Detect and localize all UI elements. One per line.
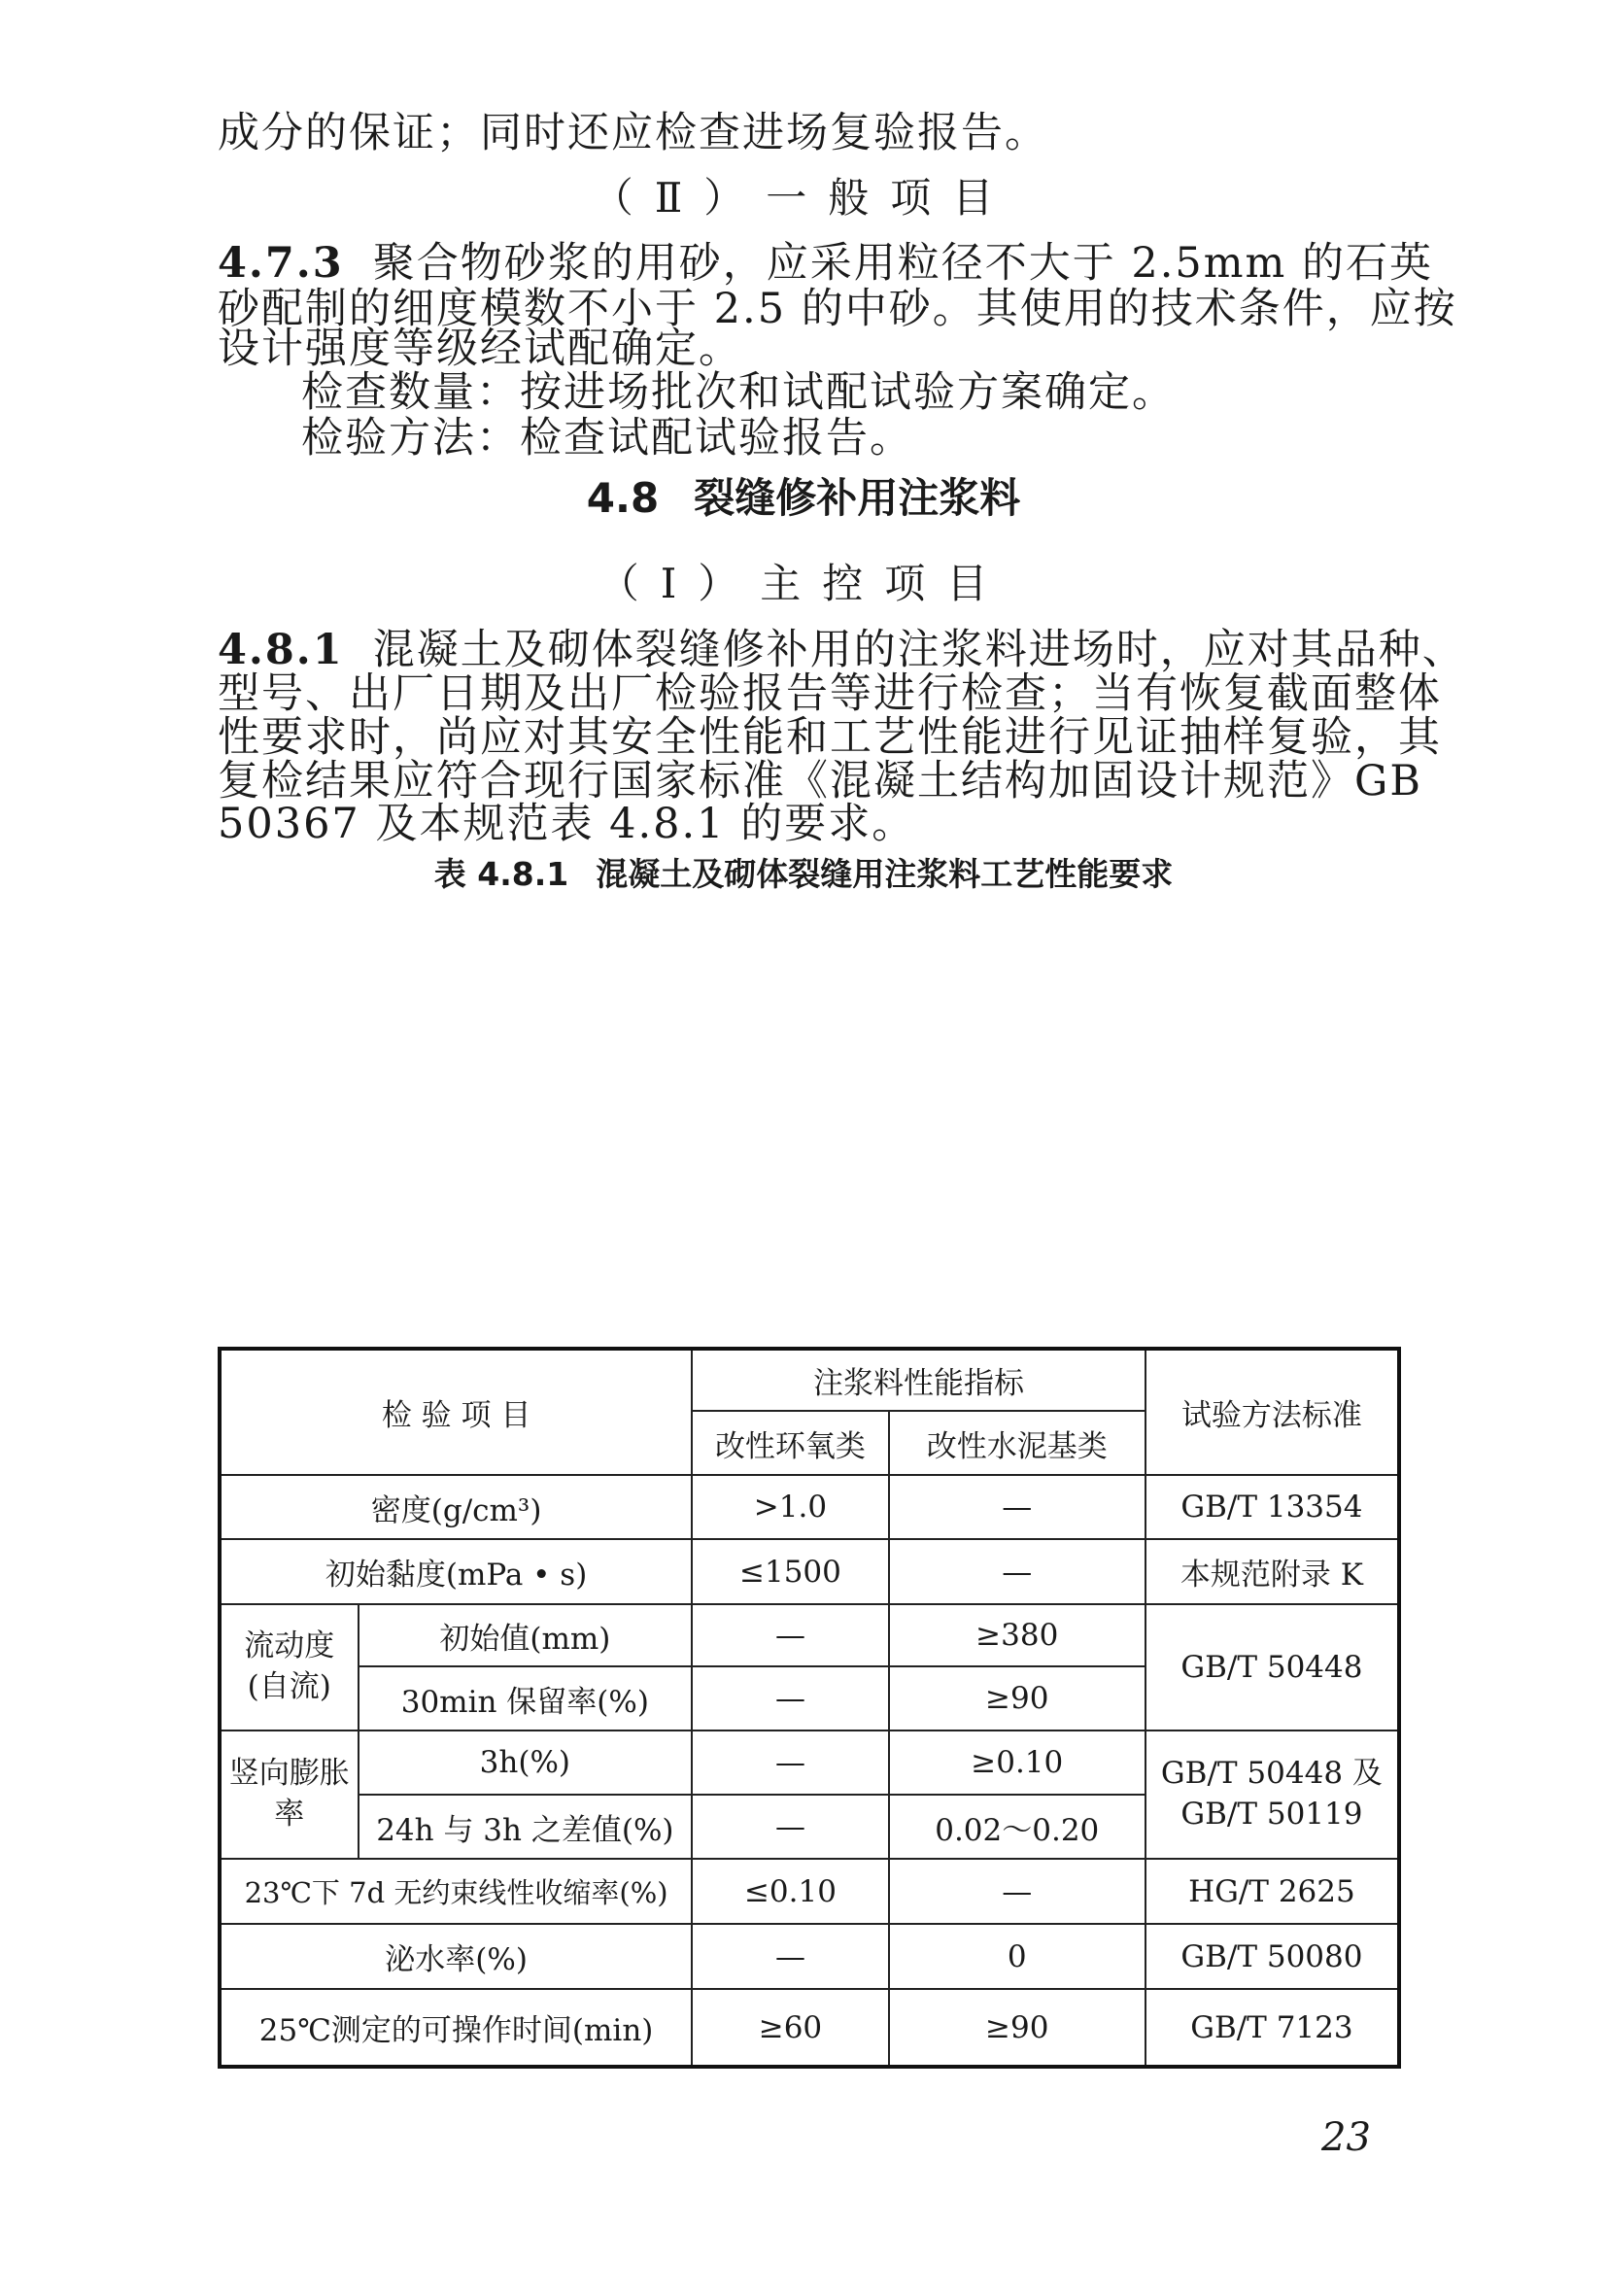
bleeding-item: 泌水率(%)	[220, 1924, 692, 1989]
table-caption-number: 表 4.8.1	[433, 855, 569, 893]
operable-time-epoxy: ≥60	[692, 1989, 889, 2067]
header-test-method: 试验方法标准	[1145, 1349, 1399, 1475]
fluidity-initial-item: 初始值(mm)	[359, 1604, 693, 1666]
expansion-method-line-1: GB/T 50448 及	[1160, 1756, 1383, 1792]
operable-time-item: 25℃测定的可操作时间(min)	[220, 1989, 692, 2067]
header-cement: 改性水泥基类	[889, 1411, 1145, 1475]
check-method-line: 检验方法：检查试配试验报告。	[301, 414, 913, 463]
clause-4-7-3-line-2: 砂配制的细度模数不小于 2.5 的中砂。其使用的技术条件，应按	[218, 285, 1457, 333]
viscosity-epoxy: ≤1500	[692, 1539, 889, 1604]
expansion-diff-cement: 0.02～0.20	[889, 1795, 1145, 1859]
clause-4-7-3-text-1: 聚合物砂浆的用砂，应采用粒径不大于 2.5mm 的石英	[372, 239, 1433, 288]
operable-time-method: GB/T 7123	[1145, 1989, 1399, 2067]
expansion-3h-epoxy: —	[692, 1731, 889, 1795]
section-4-8-heading	[0, 474, 1607, 522]
grout-performance-table	[218, 1347, 1401, 2069]
table-row	[220, 1989, 1399, 2067]
bleeding-epoxy: —	[692, 1924, 889, 1989]
shrinkage-item: 23℃下 7d 无约束线性收缩率(%)	[220, 1859, 692, 1924]
page-number: 23	[1321, 2115, 1371, 2160]
table-row	[220, 1604, 1399, 1666]
clause-4-8-1-line-3: 性要求时，尚应对其安全性能和工艺性能进行见证抽样复验，其	[218, 713, 1442, 762]
viscosity-item: 初始黏度(mPa • s)	[220, 1539, 692, 1604]
viscosity-method: 本规范附录 K	[1145, 1539, 1399, 1604]
clause-4-8-1-line-4: 复检结果应符合现行国家标准《混凝土结构加固设计规范》GB	[218, 757, 1422, 805]
expansion-3h-cement: ≥0.10	[889, 1731, 1145, 1795]
fluidity-initial-cement: ≥380	[889, 1604, 1145, 1666]
density-epoxy: >1.0	[692, 1475, 889, 1539]
fluidity-retention-item: 30min 保留率(%)	[359, 1666, 693, 1731]
viscosity-cement: —	[889, 1539, 1145, 1604]
table-row	[220, 1539, 1399, 1604]
density-cement: —	[889, 1475, 1145, 1539]
table-caption-title: 混凝土及砌体裂缝用注浆料工艺性能要求	[596, 855, 1174, 893]
table-header-row-1	[220, 1349, 1399, 1411]
section-4-8-title: 裂缝修补用注浆料	[694, 474, 1021, 522]
density-method: GB/T 13354	[1145, 1475, 1399, 1539]
expansion-group: 竖向膨胀率	[220, 1731, 359, 1859]
table-row	[220, 1731, 1399, 1795]
expansion-diff-item: 24h 与 3h 之差值(%)	[359, 1795, 693, 1859]
clause-4-8-1-line-2: 型号、出厂日期及出厂检验报告等进行检查；当有恢复截面整体	[218, 669, 1442, 718]
operable-time-cement: ≥90	[889, 1989, 1145, 2067]
expansion-method-line-2: GB/T 50119	[1180, 1797, 1363, 1832]
table-caption	[0, 855, 1607, 893]
header-indicator-group: 注浆料性能指标	[692, 1349, 1145, 1411]
general-items-heading: （Ⅱ）一般项目	[592, 174, 1015, 222]
shrinkage-method: HG/T 2625	[1145, 1859, 1399, 1924]
table-row	[220, 1475, 1399, 1539]
clause-4-7-3-number: 4.7.3	[218, 239, 344, 288]
fluidity-group: 流动度(自流)	[220, 1604, 359, 1731]
clause-4-8-1-number: 4.8.1	[218, 626, 344, 674]
intro-tail-line: 成分的保证；同时还应检查进场复验报告。	[218, 109, 1048, 157]
clause-4-8-1-line-1	[218, 626, 1466, 674]
clause-4-8-1-line-5: 50367 及本规范表 4.8.1 的要求。	[218, 800, 916, 848]
fluidity-retention-epoxy: —	[692, 1666, 889, 1731]
header-epoxy: 改性环氧类	[692, 1411, 889, 1475]
bleeding-method: GB/T 50080	[1145, 1924, 1399, 1989]
expansion-method	[1145, 1731, 1399, 1859]
clause-4-8-1-text-1: 混凝土及砌体裂缝修补用的注浆料进场时，应对其品种、	[372, 626, 1466, 674]
density-item: 密度(g/cm³)	[220, 1475, 692, 1539]
header-item: 检 验 项 目	[220, 1349, 692, 1475]
clause-4-7-3-line-1	[218, 239, 1433, 288]
main-control-items-heading: （Ⅰ）主控项目	[598, 560, 1009, 607]
expansion-diff-epoxy: —	[692, 1795, 889, 1859]
shrinkage-epoxy: ≤0.10	[692, 1859, 889, 1924]
fluidity-initial-epoxy: —	[692, 1604, 889, 1666]
clause-4-7-3-line-3: 设计强度等级经试配确定。	[218, 325, 742, 373]
table-row	[220, 1859, 1399, 1924]
table-row	[220, 1924, 1399, 1989]
fluidity-retention-cement: ≥90	[889, 1666, 1145, 1731]
bleeding-cement: 0	[889, 1924, 1145, 1989]
fluidity-method: GB/T 50448	[1145, 1604, 1399, 1731]
check-quantity-line: 检查数量：按进场批次和试配试验方案确定。	[301, 368, 1176, 417]
expansion-3h-item: 3h(%)	[359, 1731, 693, 1795]
shrinkage-cement: —	[889, 1859, 1145, 1924]
section-4-8-number: 4.8	[586, 474, 660, 522]
